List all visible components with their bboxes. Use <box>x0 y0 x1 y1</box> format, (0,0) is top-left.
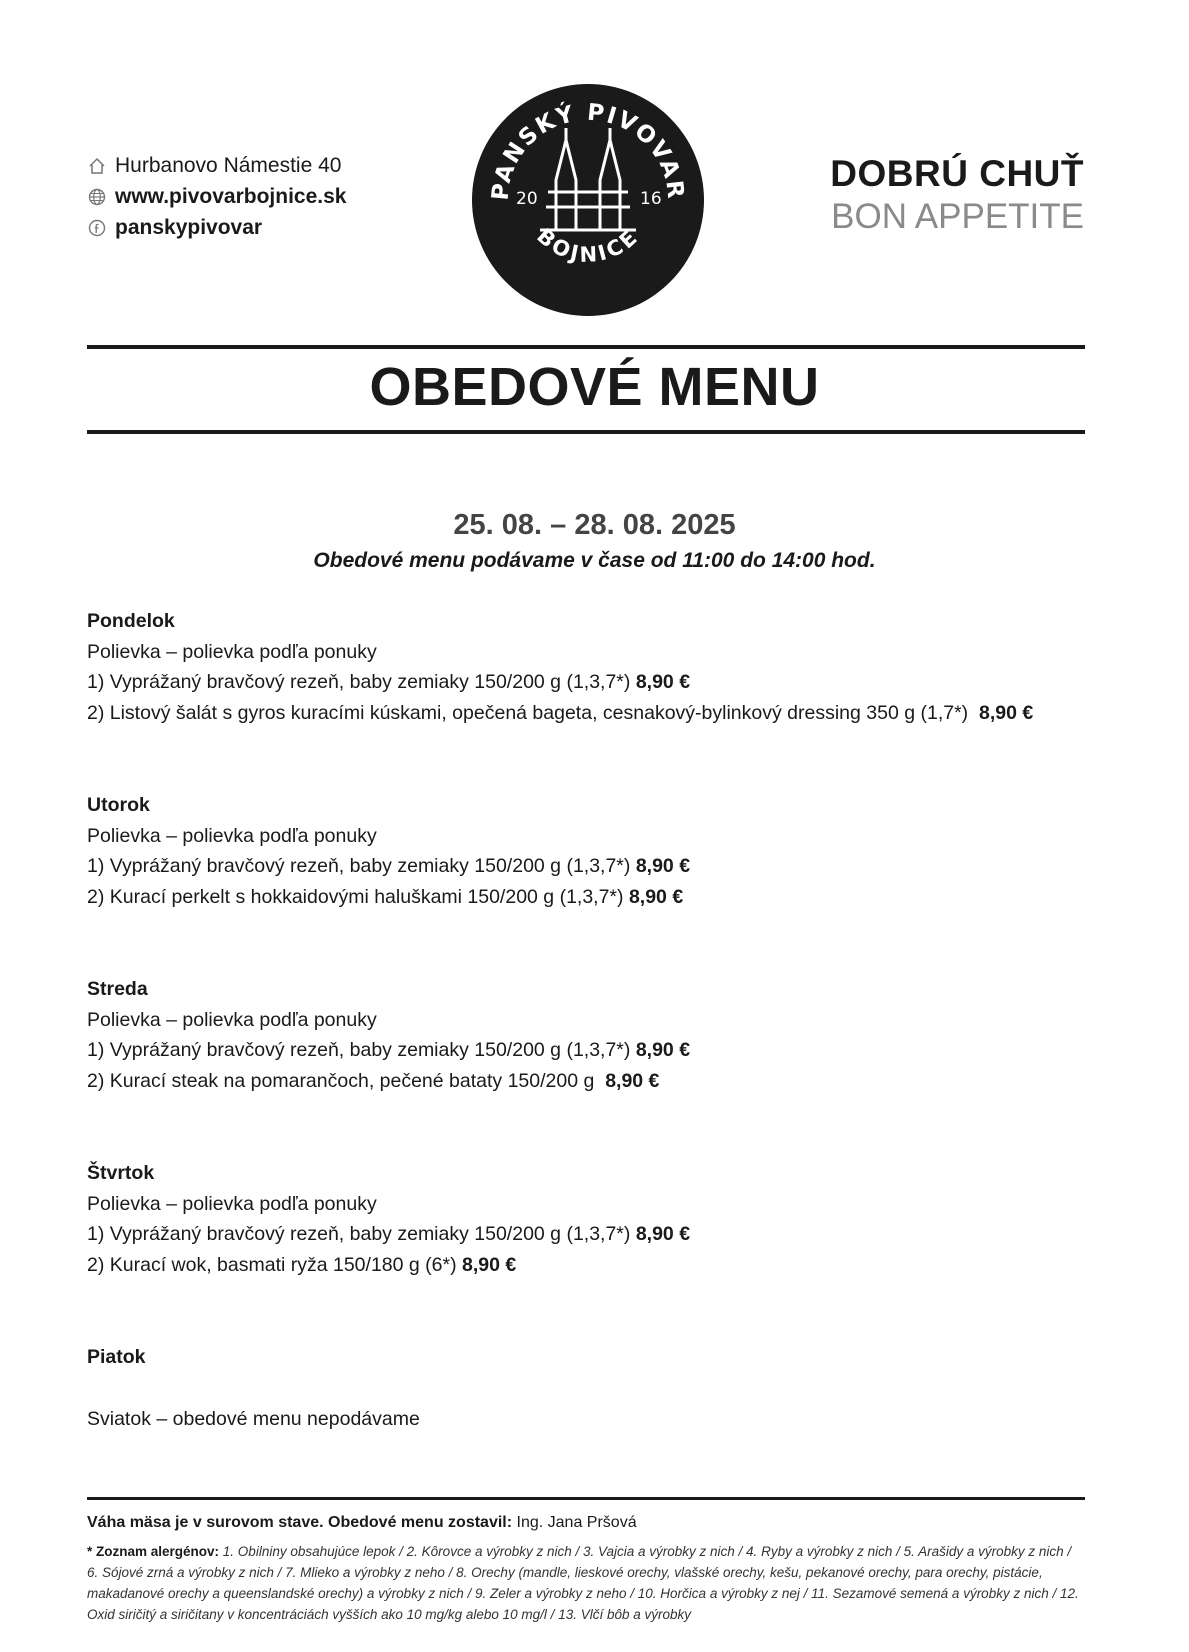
item-price: 8,90 € <box>635 855 691 877</box>
menu-item <box>87 1035 690 1066</box>
menu-item <box>87 1066 690 1097</box>
allergen-label: * Zoznam alergénov: <box>87 1544 220 1559</box>
day-name: Štvrtok <box>87 1162 155 1184</box>
menu-item <box>87 851 690 882</box>
soup-line: Polievka – polievka podľa ponuky <box>87 1192 377 1215</box>
menu-author: Ing. Jana Pršová <box>516 1514 637 1531</box>
facebook-icon <box>87 218 107 238</box>
social-row[interactable] <box>87 212 346 243</box>
weight-note-text: Váha mäsa je v surovom stave. Obedové menu zostavil: <box>87 1514 513 1531</box>
brewery-logo <box>470 82 706 318</box>
item-text: 2) Listový šalát s gyros kuracími kúskami, opečená bageta, cesnakový-bylinkový dressing 350 g (1,7*) <box>87 701 969 724</box>
date-range: 25. 08. – 28. 08. 2025 <box>453 509 736 541</box>
day-block-tuesday <box>87 790 690 912</box>
address-row <box>87 150 346 181</box>
greeting <box>830 152 1084 238</box>
globe-icon <box>87 187 107 207</box>
contact-info <box>87 150 346 243</box>
day-name: Streda <box>87 978 148 1000</box>
title-bottom-rule <box>87 430 1085 434</box>
menu-item <box>87 667 1033 698</box>
item-price: 8,90 € <box>462 1253 517 1276</box>
day-block-monday <box>87 606 1033 728</box>
item-price: 8,90 € <box>635 1223 691 1245</box>
menu-item <box>87 1219 690 1250</box>
page-title: OBEDOVÉ MENU <box>369 357 820 417</box>
menu-item <box>87 882 690 913</box>
serving-hours: Obedové menu podávame v čase od 11:00 do 14:00 hod. <box>313 549 876 572</box>
item-price: 8,90 € <box>635 1039 691 1061</box>
item-price: 8,90 € <box>979 701 1034 724</box>
address-text: Hurbanovo Námestie 40 <box>115 154 342 177</box>
logo-year-right: 16 <box>640 189 662 209</box>
soup-line: Polievka – polievka podľa ponuky <box>87 640 377 663</box>
day-block-thursday <box>87 1158 690 1280</box>
logo-bottom-text: BOJNICE <box>532 223 644 267</box>
day-name: Pondelok <box>87 610 175 632</box>
day-block-friday <box>87 1342 420 1434</box>
menu-item <box>87 1250 690 1281</box>
item-text: 1) Vyprážaný bravčový rezeň, baby zemiaky 150/200 g (1,3,7*) <box>87 671 631 693</box>
item-text: 2) Kurací perkelt s hokkaidovými haluškami 150/200 g (1,3,7*) <box>87 885 624 908</box>
holiday-note: Sviatok – obedové menu nepodávame <box>87 1407 420 1430</box>
item-price: 8,90 € <box>635 671 691 693</box>
logo-year-left: 20 <box>516 189 538 209</box>
allergen-text: 1. Obilniny obsahujúce lepok / 2. Kôrovce a výrobky z nich / 3. Vajcia a výrobky z nich / 4. Ryby a výrobky z nich / 5. Arašidy a výrobky z nich / 6. Sójové zrná a výrobky z nich / 7. Mlieko a výrobky z neho / 8. Orechy (mandle, lieskové orechy, vlašské orechy, kešu, pekanové orechy, para orechy, pistácie, makadanové orechy a queenslandské orechy) a výrobky z nich / 9. Zeler a výrobky z neho / 10. Horčica a výrobky z nej / 11. Sezamové semená a výrobky z nich / 12. Oxid siričitý a siričitany v koncentráciách vyšších ako 10 mg/kg alebo 10 mg/l / 13. Vlčí bôb a výrobky <box>87 1544 1079 1622</box>
social-handle[interactable]: panskypivovar <box>115 216 263 239</box>
item-text: 1) Vyprážaný bravčový rezeň, baby zemiaky 150/200 g (1,3,7*) <box>87 1223 631 1245</box>
item-price: 8,90 € <box>605 1069 660 1092</box>
soup-line: Polievka – polievka podľa ponuky <box>87 1008 377 1031</box>
logo-top-text: PANSKÝ PIVOVAR <box>487 99 689 202</box>
home-icon <box>87 156 107 176</box>
footer-rule <box>87 1497 1085 1500</box>
day-name: Piatok <box>87 1346 146 1368</box>
item-text: 1) Vyprážaný bravčový rezeň, baby zemiaky 150/200 g (1,3,7*) <box>87 1039 631 1061</box>
item-text: 2) Kurací steak na pomarančoch, pečené bataty 150/200 g <box>87 1069 595 1092</box>
greeting-sk: DOBRÚ CHUŤ <box>830 153 1084 194</box>
weight-note <box>87 1514 637 1532</box>
greeting-en: BON APPETITE <box>831 197 1084 236</box>
website-row[interactable] <box>87 181 346 212</box>
menu-item <box>87 698 1033 729</box>
soup-line: Polievka – polievka podľa ponuky <box>87 824 377 847</box>
item-price: 8,90 € <box>628 885 684 908</box>
item-text: 2) Kurací wok, basmati ryža 150/180 g (6*) <box>87 1253 457 1276</box>
day-name: Utorok <box>87 794 150 816</box>
title-top-rule <box>87 345 1085 349</box>
item-text: 1) Vyprážaný bravčový rezeň, baby zemiaky 150/200 g (1,3,7*) <box>87 855 631 877</box>
day-block-wednesday <box>87 974 690 1096</box>
website-link[interactable]: www.pivovarbojnice.sk <box>115 185 347 208</box>
allergen-list <box>87 1541 1085 1625</box>
